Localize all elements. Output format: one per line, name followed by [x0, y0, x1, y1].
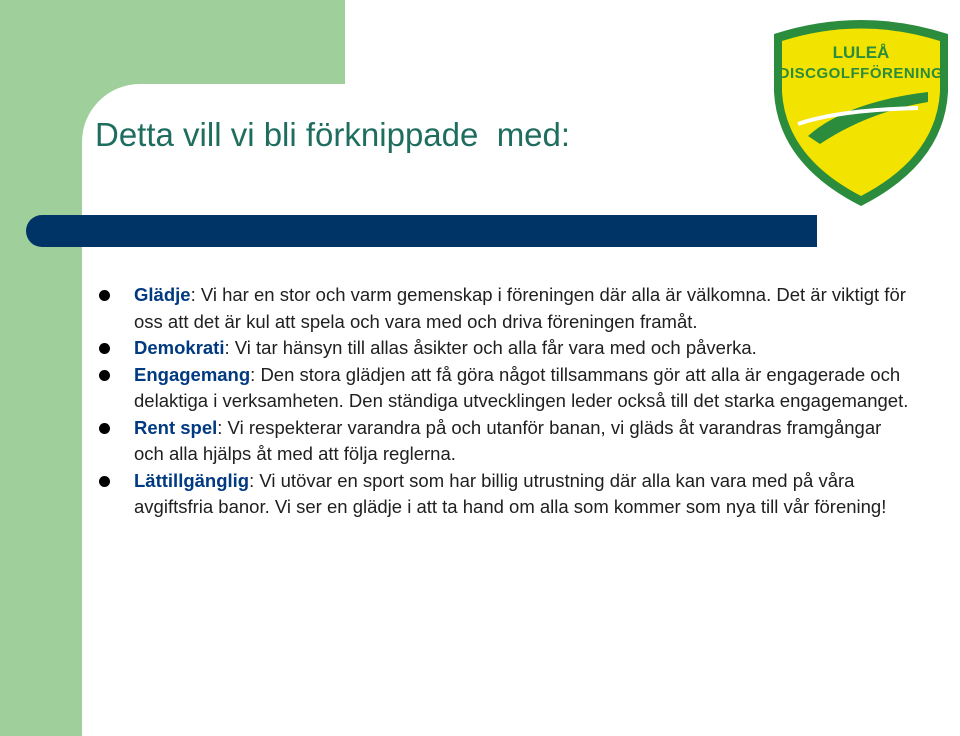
bullet-text: : Vi har en stor och varm gemenskap i föreningen där alla är välkomna. Det är viktigt för oss att det är kul att spela och vara med och driva föreningen framåt. — [134, 284, 906, 332]
bullet-text: : Vi utövar en sport som har billig utrustning där alla kan vara med på våra avgiftsfria banor. Vi ser en glädje i att ta hand om alla som kommer som nya till vår förening! — [134, 469, 887, 517]
slide-title: Detta vill vi bli förknippade med: — [95, 116, 571, 153]
bullet-dot-icon — [99, 290, 110, 301]
club-logo-shield-icon — [768, 14, 954, 210]
bullet-item-demokrati — [96, 335, 916, 362]
bullet-term: Lättillgänglig — [134, 469, 250, 491]
bullet-text: : Den stora glädjen att få göra något tillsammans gör att alla är engagerade och delaktiga i verksamheten. Den ständiga utvecklingen leder också till det starka engagemanget. — [134, 363, 909, 411]
bullet-item-engagemang — [96, 362, 916, 415]
bullet-list — [96, 282, 916, 521]
bullet-term: Glädje — [134, 284, 191, 305]
bullet-term: Demokrati — [134, 337, 225, 358]
bullet-dot-icon — [99, 476, 110, 487]
bullet-item-lattillganglig — [96, 468, 916, 521]
bullet-dot-icon — [99, 370, 110, 381]
bullet-item-gladje — [96, 282, 916, 335]
bullet-term: Engagemang — [134, 363, 251, 385]
logo-line2: DISCGOLFFÖRENING — [778, 65, 944, 82]
bullet-term: Rent spel — [134, 416, 218, 438]
bullet-text: : Vi respekterar varandra på och utanför banan, vi gläds åt varandras framgångar och alla hjälps åt med att följa reglerna. — [134, 416, 882, 464]
bullet-dot-icon — [99, 423, 110, 434]
bullet-dot-icon — [99, 343, 110, 354]
bullet-item-rent-spel — [96, 415, 916, 468]
bullet-text: : Vi tar hänsyn till allas åsikter och alla får vara med och påverka. — [224, 337, 757, 358]
title-underline-bar — [26, 215, 817, 247]
logo-line1: LULEÅ — [832, 43, 890, 62]
